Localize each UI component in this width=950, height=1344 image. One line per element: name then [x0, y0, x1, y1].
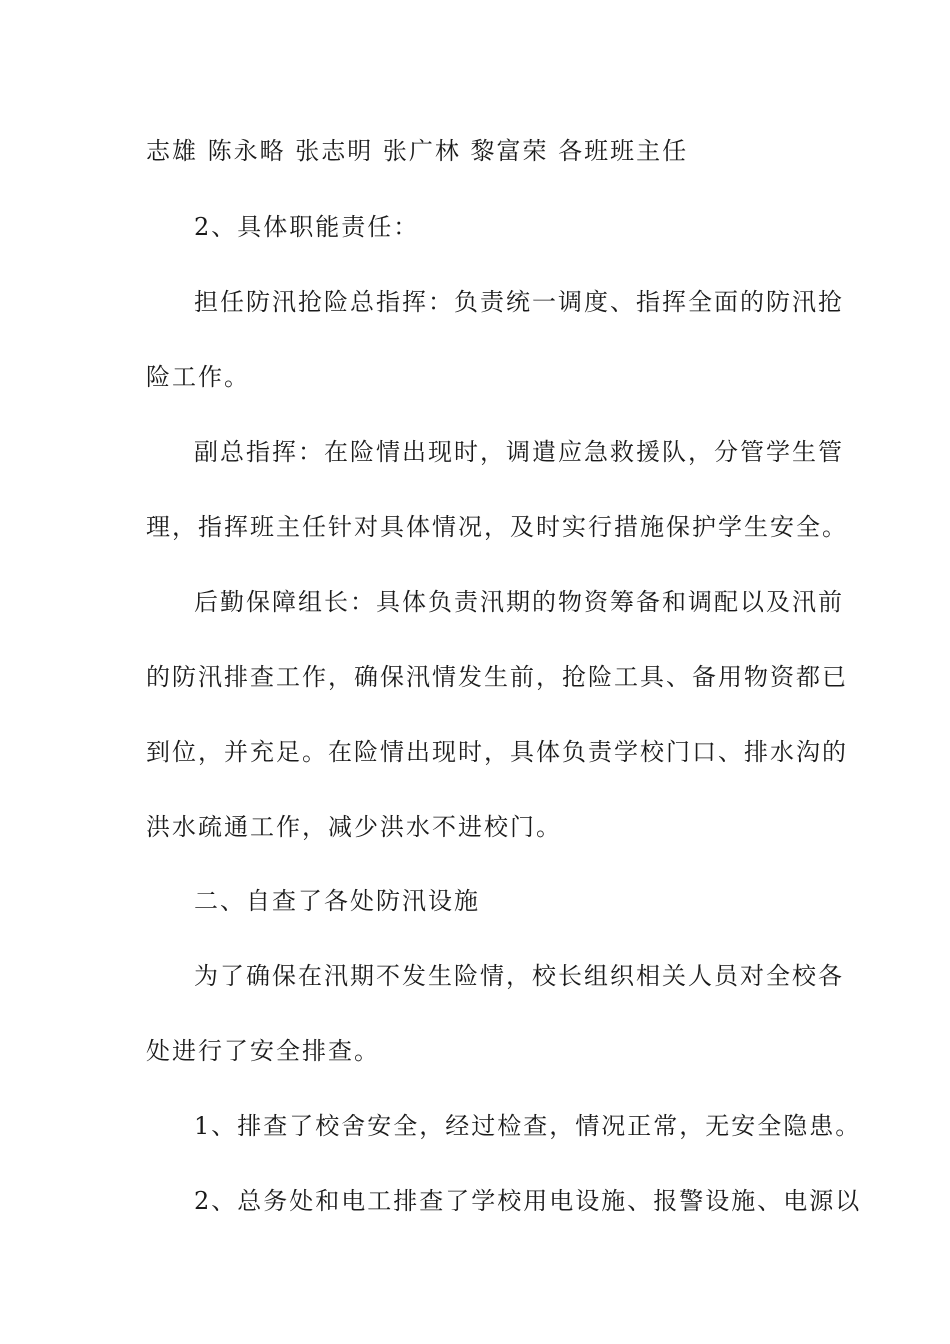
paragraph-line: 后勤保障组长：具体负责汛期的物资筹备和调配以及汛前 — [194, 588, 844, 616]
paragraph-line: 副总指挥：在险情出现时，调遣应急救援队，分管学生管 — [194, 438, 844, 466]
section-heading: 2、具体职能责任： — [194, 213, 420, 241]
paragraph-line: 担任防汛抢险总指挥：负责统一调度、指挥全面的防汛抢 — [194, 288, 844, 316]
paragraph-line: 险工作。 — [146, 363, 250, 391]
paragraph-line: 洪水疏通工作，减少洪水不进校门。 — [146, 813, 562, 841]
paragraph-line: 到位，并充足。在险情出现时，具体负责学校门口、排水沟的 — [146, 738, 848, 766]
paragraph-line: 2、总务处和电工排查了学校用电设施、报警设施、电源以 — [194, 1187, 862, 1215]
paragraph-line: 1、排查了校舍安全，经过检查，情况正常，无安全隐患。 — [194, 1112, 862, 1140]
section-heading: 二、自查了各处防汛设施 — [194, 887, 480, 915]
paragraph-line: 理，指挥班主任针对具体情况，及时实行措施保护学生安全。 — [146, 513, 848, 541]
paragraph-line: 为了确保在汛期不发生险情，校长组织相关人员对全校各 — [194, 962, 844, 990]
paragraph-line: 处进行了安全排查。 — [146, 1037, 380, 1065]
text-line: 志雄 陈永略 张志明 张广林 黎富荣 各班班主任 — [146, 137, 689, 165]
paragraph-line: 的防汛排查工作，确保汛情发生前，抢险工具、备用物资都已 — [146, 663, 848, 691]
